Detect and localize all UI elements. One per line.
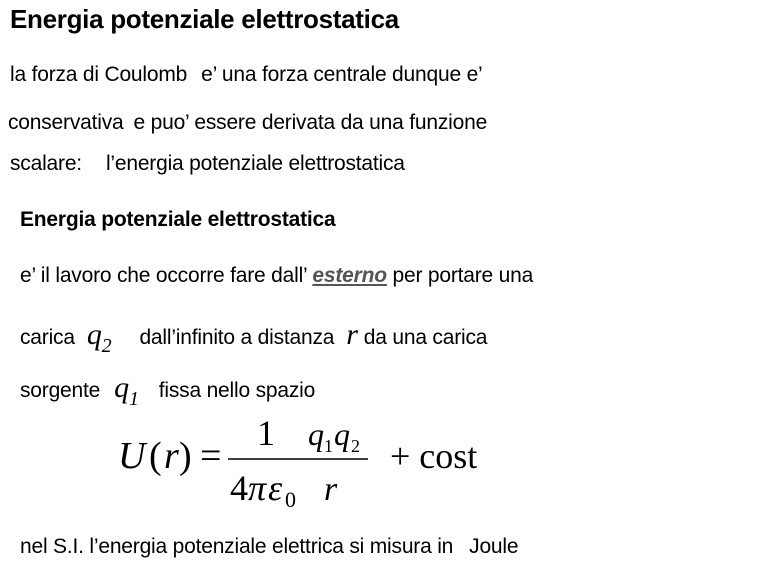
intro-line-1-a: la forza di Coulomb bbox=[10, 63, 188, 86]
emphasis-esterno: esterno bbox=[312, 264, 387, 287]
var-q2-subscript: 2 bbox=[101, 335, 112, 357]
formula-svg bbox=[110, 410, 490, 520]
frac1-den-subscript: 0 bbox=[285, 487, 296, 512]
slide-title: Energia potenziale elettrostatica bbox=[10, 4, 399, 34]
formula-plus-cost: + cost bbox=[390, 436, 478, 476]
frac2-num-sub1: 1 bbox=[324, 436, 333, 456]
var-q1: q bbox=[114, 371, 129, 404]
intro-line-3-b: l’energia potenziale elettrostatica bbox=[105, 152, 405, 175]
definition-line-2-a: carica bbox=[20, 326, 75, 349]
frac2-num-q1: q bbox=[308, 416, 324, 452]
definition-line-2-b: dall’infinito a distanza bbox=[139, 326, 335, 349]
frac1-den-pi: π bbox=[248, 468, 267, 508]
definition-line-3-b: fissa nello spazio bbox=[158, 379, 316, 402]
intro-line-2-a: conservativa bbox=[8, 111, 124, 134]
footer-text-b: Joule bbox=[469, 535, 519, 558]
frac2-denominator: r bbox=[324, 471, 338, 508]
formula-r: r bbox=[164, 435, 179, 477]
formula-paren-close: ) bbox=[179, 435, 192, 477]
frac2-num-q2: q bbox=[334, 416, 350, 452]
var-q1-subscript: 1 bbox=[128, 388, 139, 410]
intro-line-3 bbox=[10, 152, 405, 176]
frac2-num-sub2: 2 bbox=[351, 436, 360, 456]
definition-line-3 bbox=[20, 371, 316, 410]
definition-line-2-c: da una carica bbox=[363, 326, 488, 349]
formula-paren-open: ( bbox=[149, 435, 162, 477]
formula-equals: = bbox=[200, 435, 222, 477]
footer-line bbox=[20, 535, 518, 559]
frac1-den-4: 4 bbox=[230, 468, 248, 508]
frac1-den-epsilon: ε bbox=[268, 468, 283, 508]
var-q2: q bbox=[86, 318, 102, 351]
intro-line-3-a: scalare: bbox=[10, 152, 82, 175]
definition-line-1-a: e’ il lavoro che occorre fare dall’ bbox=[20, 264, 307, 287]
footer-text-a: nel S.I. l’energia potenziale elettrica si misura in bbox=[20, 535, 454, 558]
frac1-numerator: 1 bbox=[257, 413, 275, 453]
intro-line-1-b: e’ una forza centrale dunque e’ bbox=[201, 63, 483, 86]
intro-line-2 bbox=[8, 111, 487, 135]
definition-line-1-b: per portare una bbox=[392, 264, 534, 287]
intro-line-1 bbox=[10, 63, 483, 87]
definition-line-2 bbox=[20, 318, 488, 357]
formula-U: U bbox=[118, 435, 146, 477]
var-r: r bbox=[346, 318, 358, 351]
potential-energy-formula bbox=[110, 410, 490, 525]
definition-line-1 bbox=[20, 264, 533, 288]
definition-line-3-a: sorgente bbox=[20, 379, 101, 402]
intro-line-2-b: e puo’ essere derivata da una funzione bbox=[133, 111, 488, 134]
definition-heading: Energia potenziale elettrostatica bbox=[20, 208, 336, 231]
